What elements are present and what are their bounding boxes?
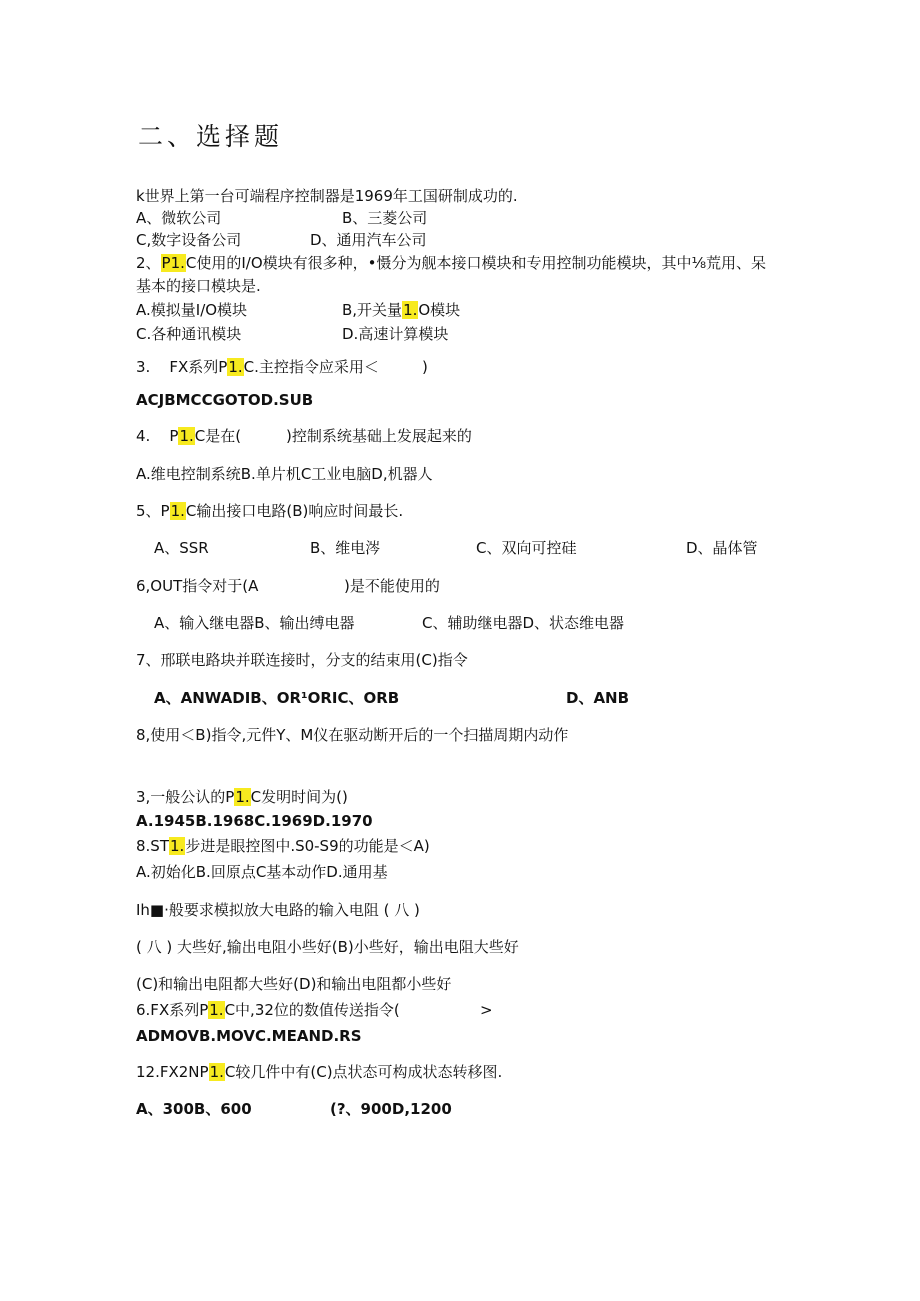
highlight-mark: 1.: [170, 837, 185, 855]
question-13-text: C较几件中有(C)点状态可构成状态转移图.: [224, 1063, 503, 1081]
question-12-stem: [136, 1000, 400, 1020]
question-11-stem: Ih■·般要求模拟放大电路的输入电阻 ( 八 ): [136, 901, 420, 919]
question-4-prefix: 4. P: [136, 427, 179, 445]
question-2-option-c: C.各种通讯模块: [136, 325, 242, 343]
question-9-stem: [136, 787, 348, 807]
question-3-stem: [136, 357, 379, 377]
question-7-option-d: D、ANB: [566, 689, 630, 707]
highlight-mark: P1.: [161, 254, 185, 272]
question-7-stem: 7、邢联电路块并联连接时，分支的结束用(C)指令: [136, 651, 468, 669]
question-13-stem: [136, 1062, 502, 1082]
highlight-mark: 1.: [179, 427, 194, 445]
highlight-mark: 1.: [209, 1063, 224, 1081]
question-8-stem: 8,使用＜B)指令,元件Y、M仪在驱动断开后的一个扫描周期内动作: [136, 726, 569, 744]
question-1-stem: k世界上第一台可端程序控制器是1969年工国研制成功的.: [136, 187, 518, 205]
question-9-text: C发明时间为(): [250, 788, 348, 806]
question-2-number: 2、: [136, 254, 161, 272]
question-10-stem: [136, 836, 430, 856]
question-1-option-b: B、三菱公司: [342, 209, 428, 227]
question-10-prefix: 8.ST: [136, 837, 169, 855]
question-5-option-b: B、维电涔: [310, 539, 381, 557]
question-13-prefix: 12.FX2NP: [136, 1063, 209, 1081]
question-2-option-b-prefix: B,开关量: [342, 301, 403, 319]
question-5-option-c: C、双向可控硅: [476, 539, 577, 557]
question-9-prefix: 3,一般公认的P: [136, 788, 235, 806]
question-2-option-d: D.高速计算模块: [342, 325, 449, 343]
question-5-stem: [136, 501, 403, 521]
highlight-mark: 1.: [403, 301, 418, 319]
question-12-text: C中,32位的数值传送指令(: [224, 1001, 400, 1019]
question-1-option-c: C,数字设备公司: [136, 231, 242, 249]
question-12-options: ADMOVB.MOVC.MEAND.RS: [136, 1027, 362, 1045]
highlight-mark: 1.: [228, 358, 243, 376]
question-5-text: C输出接口电路(B)响应时间最长.: [185, 502, 404, 520]
question-5-option-d: D、晶体管: [686, 539, 758, 557]
question-4-text: C是在(: [194, 427, 242, 445]
highlight-mark: 1.: [235, 788, 250, 806]
question-10-options: A.初始化B.回原点C基本动作D.通用基: [136, 863, 388, 881]
question-13-options-ab: A、300B、600: [136, 1100, 252, 1118]
question-5-prefix: 5、P: [136, 502, 170, 520]
question-11-options-cd: (C)和输出电阻都大些好(D)和输出电阻都小些好: [136, 975, 452, 993]
question-7-options-abc: A、ANWADIB、OR¹ORIC、ORB: [154, 689, 400, 707]
question-1-option-a: A、微软公司: [136, 209, 222, 227]
question-2-option-b-suffix: O模块: [418, 301, 461, 319]
question-10-text: 步进是眼控图中.S0-S9的功能是＜A): [185, 837, 430, 855]
page-title: 二、选择题: [138, 122, 284, 151]
question-6-options-cd: C、辅助继电器D、状态维电器: [422, 614, 625, 632]
question-9-options: A.1945B.1968C.1969D.1970: [136, 812, 373, 830]
question-3-text: C.主控指令应采用＜: [243, 358, 379, 376]
question-12-prefix: 6.FX系列P: [136, 1001, 209, 1019]
question-4-stem: [136, 426, 241, 446]
question-2-option-a: A.模拟量I/O模块: [136, 301, 248, 319]
question-3-options: ACJBMCCGOTOD.SUB: [136, 391, 314, 409]
highlight-mark: 1.: [209, 1001, 224, 1019]
question-3-paren-close: ): [422, 358, 428, 376]
question-4-options: A.维电控制系统B.单片机C工业电脑D,机器人: [136, 465, 433, 483]
question-2-text: C使用的I/O模块有很多种，•慑分为舰本接口模块和专用控制功能模块，其中⅛荒用、呆: [185, 254, 767, 272]
question-3-prefix: 3. FX系列P: [136, 358, 228, 376]
question-6-stem-tail: )是不能使用的: [344, 577, 440, 595]
question-6-options-ab: A、输入继电器B、输出缚电器: [154, 614, 355, 632]
question-5-option-a: A、SSR: [154, 539, 209, 557]
question-2-stem: [136, 253, 766, 273]
question-1-option-d: D、通用汽车公司: [310, 231, 427, 249]
question-2-option-b: [342, 300, 460, 320]
question-11-options-ab: ( 八 ) 大些好,输出电阻小些好(B)小些好，输出电阻大些好: [136, 938, 519, 956]
question-2-stem-line2: 基本的接口模块是.: [136, 277, 261, 295]
question-12-paren-close: >: [480, 1001, 493, 1019]
question-6-stem: 6,OUT指令对于(A: [136, 577, 259, 595]
question-13-options-cd: (?、900D,1200: [330, 1100, 452, 1118]
question-4-stem-tail: )控制系统基础上发展起来的: [286, 427, 472, 445]
highlight-mark: 1.: [170, 502, 185, 520]
